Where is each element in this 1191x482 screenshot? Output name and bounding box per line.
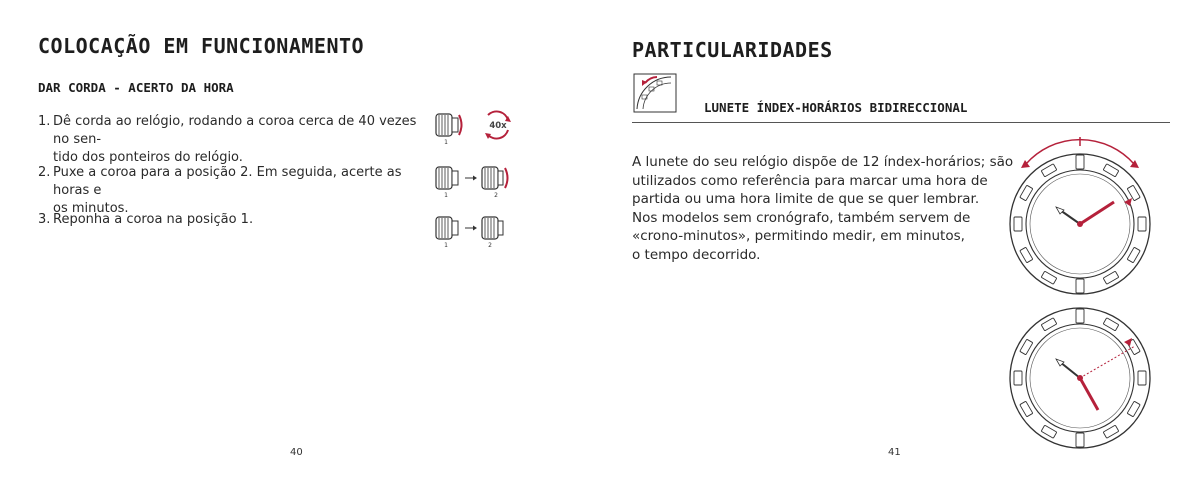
step-text-line: Reponha a coroa na posição 1. (53, 212, 254, 227)
bezel-index-marker (1076, 155, 1084, 169)
crown-icon (436, 167, 458, 189)
crown-push-illustration (432, 212, 512, 252)
crown-pull-illustration (432, 160, 512, 200)
divider (632, 122, 1170, 123)
bezel-index-marker (1014, 371, 1022, 385)
page-title: PARTICULARIDADES (632, 38, 833, 62)
crown-icon (436, 217, 458, 239)
description-paragraph (632, 153, 1013, 264)
crown-icon (482, 217, 503, 239)
bezel-index-marker (1138, 371, 1146, 385)
position-label: 1 (444, 192, 448, 199)
paragraph-line: A lunete do seu relógio dispõe de 12 índex-horários; são (632, 154, 1014, 170)
paragraph-line: utilizados como referência para marcar uma hora de (632, 172, 988, 189)
crown-icon (482, 167, 508, 189)
step-text-line: Puxe a coroa para a posição 2. Em seguida, acerte as horas e (53, 165, 402, 198)
bezel-index-marker (1138, 217, 1146, 231)
page-number: 41 (888, 447, 901, 458)
bezel-index-marker (1076, 279, 1084, 293)
arrow-right-icon (465, 226, 477, 231)
watch-bezel-illustration-start (990, 132, 1160, 302)
page-title: COLOCAÇÃO EM FUNCIONAMENTO (38, 34, 365, 58)
left-page (0, 0, 595, 482)
paragraph-line: partida ou uma hora limite de que se quer lembrar. (632, 191, 980, 207)
position-label: 2 (494, 192, 498, 199)
section-subtitle: DAR CORDA - ACERTO DA HORA (38, 80, 234, 95)
step-number: 1. (38, 114, 51, 129)
step-number: 2. (38, 165, 51, 180)
step-text-line: tido dos ponteiros do relógio. (53, 150, 243, 165)
paragraph-line: «crono-minutos», permitindo medir, em minutos, (632, 228, 965, 244)
bezel-icon (633, 73, 677, 113)
position-label: 2 (488, 242, 492, 249)
step-text-line: os minutos. (53, 201, 129, 216)
paragraph-line: o tempo decorrido. (632, 246, 761, 263)
turns-label: 40x (489, 121, 507, 131)
bezel-index-marker (1076, 433, 1084, 447)
position-label: 1 (444, 242, 448, 249)
paragraph-line: Nos modelos sem cronógrafo, também servem de (632, 209, 971, 226)
crown-icon (436, 114, 462, 136)
watch-bezel-illustration-elapsed (990, 296, 1160, 466)
section-subtitle: LUNETE ÍNDEX-HORÁRIOS BIDIRECCIONAL (704, 100, 968, 115)
position-label: 1 (444, 139, 448, 146)
crown-winding-illustration (432, 106, 512, 148)
right-page (595, 0, 1191, 482)
bezel-index-marker (1014, 217, 1022, 231)
arrow-right-icon (465, 176, 477, 181)
bezel-index-marker (1076, 309, 1084, 323)
step-number: 3. (38, 212, 51, 227)
step-text-line: Dê corda ao relógio, rodando a coroa cerca de 40 vezes no sen- (53, 114, 417, 147)
page-number: 40 (290, 447, 303, 458)
